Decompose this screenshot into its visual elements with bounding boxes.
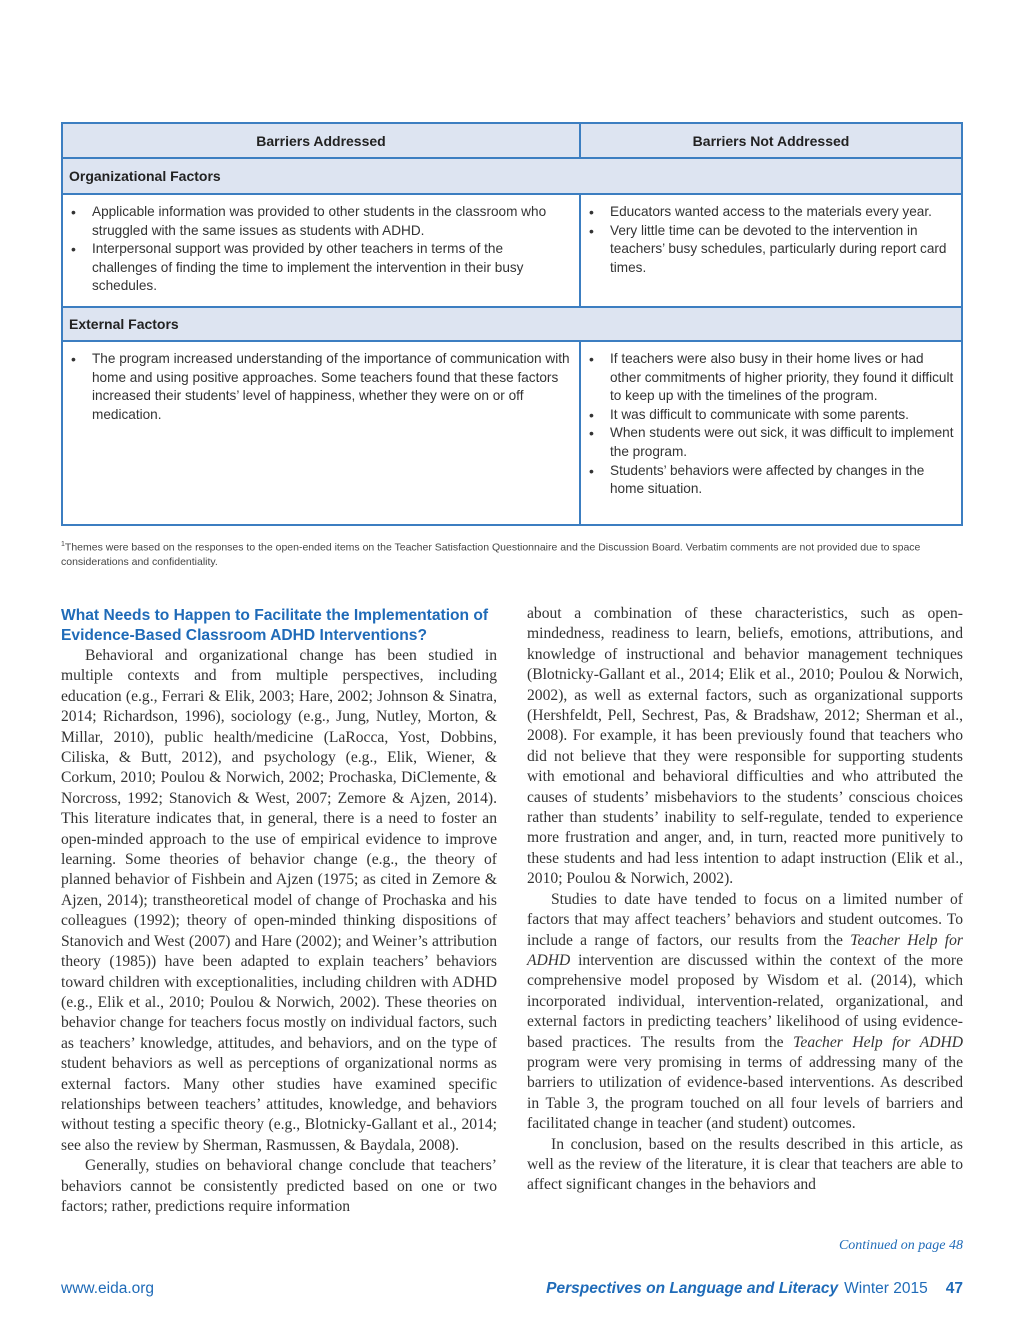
cell-external-addressed [63, 342, 581, 524]
cell-organizational-not-addressed [581, 195, 961, 306]
website-link[interactable]: www.eida.org [61, 1280, 155, 1297]
paragraph-text: Studies to date have tended to focus on a limited number of factors that may affect teachers’ behaviors and student outcomes. To include a range of factors, our results from the [527, 890, 963, 949]
cell-organizational-addressed [63, 195, 581, 306]
journal-name: Perspectives on Language and Literacy [546, 1280, 839, 1297]
footnote-marker: 1 [61, 541, 65, 548]
section-heading: What Needs to Happen to Facilitate the Implementation of Evidence-Based Classroom ADHD Interventions? [61, 607, 489, 644]
list-item: • When students were out sick, it was difficult to implement the program. [587, 424, 957, 461]
paragraph [527, 890, 963, 1135]
list-item: • Students’ behaviors were affected by changes in the home situation. [587, 462, 957, 499]
column-header-addressed: Barriers Addressed [63, 124, 581, 157]
list-item: • Educators wanted access to the materials every year. [587, 203, 957, 222]
table-header-row [63, 124, 961, 159]
list-item: • It was difficult to communicate with some parents. [587, 406, 957, 425]
article-right-column [527, 604, 963, 1196]
section-title-external: External Factors [63, 306, 961, 342]
table-row [63, 195, 961, 306]
program-title: Teacher Help for ADHD [793, 1033, 964, 1051]
barriers-table [61, 122, 963, 526]
list-item: • Interpersonal support was provided by other teachers in terms of the challenges of finding the time to implement the intervention in their busy schedules. [69, 240, 571, 296]
journal-info [546, 1280, 963, 1298]
list-item: • Very little time can be devoted to the intervention in teachers’ busy schedules, particularly during report card times. [587, 222, 957, 278]
table-footnote [61, 538, 963, 570]
paragraph: about a combination of these characteristics, such as open-mindedness, readiness to learn, beliefs, emotions, attributions, and knowledge of instructional and behavior management techniques (Blotnicky-Gallant et al., 2014; Elik et al., 2010; Poulou & Norwich, 2002), as well as external factors, such as organizational supports (Hershfeldt, Pell, Sechrest, Pas, & Bradshaw, 2012; Sherman et al., 2008). For example, it has been previously found that teachers who did not believe that they were responsible for supporting students with emotional and behavioral difficulties and who attributed the causes of students’ misbehaviors to the students’ conscious choices rather than students’ inability to self-regulate, tended to experience more frustration and anger, and, in turn, reacted more punitively to these students and had less intention to adapt instruction (Elik et al., 2010; Poulou & Norwich, 2002). [527, 605, 963, 888]
cell-external-not-addressed [581, 342, 961, 524]
list-item: • Applicable information was provided to other students in the classroom who struggled with the same issues as students with ADHD. [69, 203, 571, 240]
paragraph: Behavioral and organizational change has been studied in multiple contexts and from multiple perspectives, including education (e.g., Ferrari & Elik, 2003; Hare, 2002; Johnson & Sinatra, 2014; Richardson, 1996), sociology (e.g., Jung, Nutley, Morton, & Millar, 2010), public health/medicine (LaRocca, Yost, Dobbins, Ciliska, & Butt, 2012), and psychology (e.g., Elik, Wiener, & Corkum, 2010; Poulou & Norwich, 2002; Prochaska, DiClemente, & Norcross, 1992; Stanovich & West, 2007; Zemore & Ajzen, 2014). This literature indicates that, in general, there is a need to foster an open-minded approach to the use of empirical evidence to improve learning. Some theories of behavior change (e.g., the theory of planned behavior of Fishbein and Ajzen (1975; as cited in Zemore & Ajzen, 2014); transtheoretical model of change of Prochaska and his colleagues (1992); theory of open-minded thinking dispositions of Stanovich and West (2007) and Hare (2002); and Weiner’s attribution theory (1985)) have been adapted to explain teachers’ behaviors toward children with exceptionalities, including children with ADHD (e.g., Elik et al., 2010; Poulou & Norwich, 2002). These theories on behavior change for teachers focus mostly on individual factors, such as teachers’ knowledge, attitudes, and behaviors, and on the type of student behaviors as well as perceptions of organizational norms as external factors. Many other studies have examined specific relationships between teachers’ attitudes, knowledge, and behaviors without testing a specific theory (e.g., Blotnicky-Gallant et al., 2014; see also the review by Sherman, Rasmussen, & Baydala, 2008). [61, 647, 497, 1154]
table-row [63, 342, 961, 524]
page-footer [61, 1280, 963, 1302]
list-item: • The program increased understanding of the importance of communication with home and using positive approaches. Some teachers found that these factors increased their students’ level of happiness, whether they were on or off medication. [69, 350, 571, 424]
issue-label: Winter 2015 [844, 1280, 928, 1297]
footnote-text: Themes were based on the responses to the open-ended items on the Teacher Satisfaction Questionnaire and the Discussion Board. Verbatim comments are not provided due to space considerations and confidentiality. [61, 541, 921, 568]
section-title-organizational: Organizational Factors [63, 159, 961, 195]
paragraph-text: intervention are discussed within the context of the more comprehensive model proposed by Wisdom et al. (2014), which incorporated individual, intervention-related, organizational, and external factors in predicting teachers’ likelihood of using evidence-based practices. The results from the [527, 951, 963, 1051]
page-number: 47 [945, 1280, 963, 1297]
column-header-not-addressed: Barriers Not Addressed [692, 132, 850, 149]
continued-link[interactable]: Continued on page 48 [838, 1238, 963, 1253]
program-title: Teacher Help for ADHD [527, 931, 963, 969]
list-item: • If teachers were also busy in their home lives or had other commitments of higher priority, they found it difficult to keep up with the timelines of the program. [587, 350, 957, 406]
paragraph-text: program were very promising in terms of addressing many of the barriers to utilization of evidence-based interventions. As described in Table 3, the program touched on all four levels of barriers and facilitated change in teacher (and student) outcomes. [527, 1053, 963, 1133]
article-left-column [61, 604, 497, 1217]
paragraph: In conclusion, based on the results described in this article, as well as the review of the literature, it is clear that teachers are able to affect significant changes in the behaviors and [527, 1135, 963, 1194]
paragraph: Generally, studies on behavioral change conclude that teachers’ behaviors cannot be consistently predicted based on one or two factors; rather, predictions require information [61, 1157, 497, 1215]
